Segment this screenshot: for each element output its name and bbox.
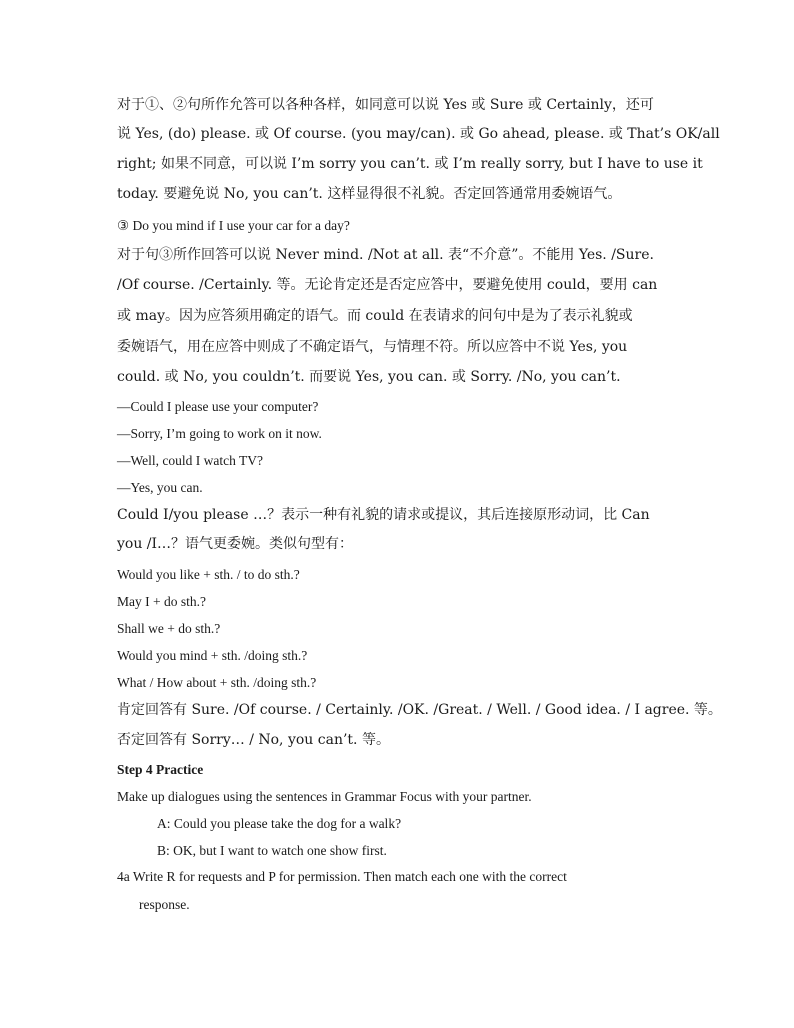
paragraph-line-8: 委婉语气，用在应答中则成了不确定语气，与情理不符。所以应答中不说 Yes, you <box>117 339 628 355</box>
paragraph-line-2: 说 Yes, (do) please. 或 Of course. (you may/can). 或 Go ahead, please. 或 That’s OK/all <box>117 126 720 142</box>
paragraph-line-9: could. 或 No, you couldn’t. 而要说 Yes, you can. 或 Sorry. /No, you can’t. <box>117 369 621 385</box>
dialogue-line-1: —Could I please use your computer? <box>117 399 319 414</box>
paragraph-line-12: 肯定回答有 Sure. /Of course. / Certainly. /OK. /Great. / Well. / Good idea. / I agree. 等。 <box>117 702 722 718</box>
dialogue-a: A: Could you please take the dog for a walk? <box>157 816 402 831</box>
pattern-line-3: Shall we + do sth.? <box>117 621 221 636</box>
step4-heading: Step 4 Practice <box>117 762 204 777</box>
paragraph-line-1: 对于①、②句所作允答可以各种各样，如同意可以说 Yes 或 Sure 或 Certainly，还可 <box>117 97 654 113</box>
paragraph-line-3: right; 如果不同意，可以说 I’m sorry you can’t. 或 I’m really sorry, but I have to use it <box>117 156 703 172</box>
example-sentence-3: ③ Do you mind if I use your car for a day? <box>117 218 350 233</box>
paragraph-line-5: 对于句③所作回答可以说 Never mind. /Not at all. 表“不介意”。不能用 Yes. /Sure. <box>117 247 654 263</box>
pattern-line-5: What / How about + sth. /doing sth.? <box>117 675 317 690</box>
step4-instruction: Make up dialogues using the sentences in Grammar Focus with your partner. <box>117 789 532 804</box>
dialogue-line-2: —Sorry, I’m going to work on it now. <box>117 426 322 441</box>
dialogue-b: B: OK, but I want to watch one show first. <box>157 843 387 858</box>
task-4a-line-2: response. <box>139 897 190 912</box>
dialogue-line-3: —Well, could I watch TV? <box>117 453 263 468</box>
pattern-line-4: Would you mind + sth. /doing sth.? <box>117 648 308 663</box>
dialogue-line-4: —Yes, you can. <box>117 480 203 495</box>
pattern-line-1: Would you like + sth. / to do sth.? <box>117 567 300 582</box>
task-4a-line-1: 4a Write R for requests and P for permission. Then match each one with the correct <box>117 869 567 884</box>
paragraph-line-13: 否定回答有 Sorry… / No, you can’t. 等。 <box>117 732 390 748</box>
paragraph-line-6: /Of course. /Certainly. 等。无论肯定还是否定应答中，要避免使用 could，要用 can <box>117 277 658 293</box>
paragraph-line-7: 或 may。因为应答须用确定的语气。而 could 在表请求的问句中是为了表示礼貌或 <box>117 308 633 324</box>
paragraph-line-4: today. 要避免说 No, you can’t. 这样显得很不礼貌。否定回答通常用委婉语气。 <box>117 186 622 202</box>
paragraph-line-11: you /I…？语气更委婉。类似句型有： <box>117 536 354 552</box>
pattern-line-2: May I + do sth.? <box>117 594 206 609</box>
paragraph-line-10: Could I/you please …？表示一种有礼貌的请求或提议，其后连接原形动词，比 Can <box>117 507 650 523</box>
